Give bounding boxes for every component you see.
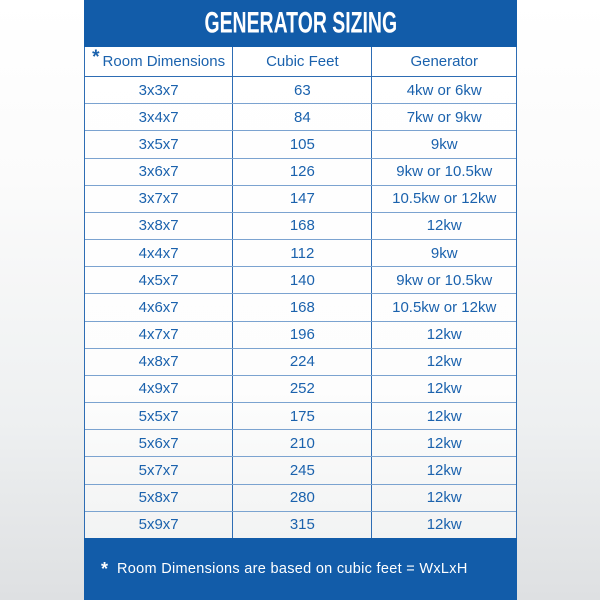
table-header-row bbox=[85, 47, 516, 77]
room-dimensions-cell: 3x8x7 bbox=[85, 213, 233, 239]
column-header-generator bbox=[372, 47, 516, 76]
room-dimensions-cell: 5x7x7 bbox=[85, 457, 233, 483]
cubic-feet-cell: 315 bbox=[233, 512, 372, 538]
cubic-feet-cell: 196 bbox=[233, 322, 372, 348]
table-row bbox=[85, 104, 516, 131]
room-dimensions-cell: 3x6x7 bbox=[85, 159, 233, 185]
footnote-band bbox=[84, 538, 517, 600]
cubic-feet-cell: 105 bbox=[233, 131, 372, 157]
cubic-feet-cell: 140 bbox=[233, 267, 372, 293]
column-header-room-dimensions bbox=[85, 47, 233, 76]
room-dimensions-cell: 5x6x7 bbox=[85, 430, 233, 456]
generator-cell: 10.5kw or 12kw bbox=[392, 190, 497, 208]
asterisk-marker: * bbox=[101, 559, 109, 579]
room-dimensions-cell: 4x9x7 bbox=[85, 376, 233, 402]
cubic-feet-cell: 168 bbox=[233, 294, 372, 320]
cubic-feet-cell: 147 bbox=[233, 186, 372, 212]
table-row bbox=[85, 485, 516, 512]
generator-cell: 12kw bbox=[426, 434, 462, 452]
column-header-label: Generator bbox=[410, 53, 478, 70]
generator-cell: 9kw or 10.5kw bbox=[396, 271, 493, 289]
generator-cell: 7kw or 9kw bbox=[406, 108, 482, 126]
generator-sizing-chart bbox=[84, 0, 517, 600]
table-row bbox=[85, 403, 516, 430]
table-row bbox=[85, 457, 516, 484]
title-band bbox=[84, 0, 517, 47]
table-row bbox=[85, 131, 516, 158]
asterisk-marker: * bbox=[92, 46, 100, 68]
cubic-feet-cell: 252 bbox=[233, 376, 372, 402]
table-row bbox=[85, 512, 516, 538]
cubic-feet-cell: 175 bbox=[233, 403, 372, 429]
room-dimensions-cell: 3x7x7 bbox=[85, 186, 233, 212]
room-dimensions-cell: 3x4x7 bbox=[85, 104, 233, 130]
table-row bbox=[85, 213, 516, 240]
generator-cell: 12kw bbox=[426, 380, 462, 398]
sizing-table bbox=[84, 47, 517, 538]
table-row bbox=[85, 159, 516, 186]
room-dimensions-cell: 3x5x7 bbox=[85, 131, 233, 157]
generator-cell: 9kw or 10.5kw bbox=[396, 163, 493, 181]
room-dimensions-cell: 3x3x7 bbox=[85, 77, 233, 103]
footnote-text: Room Dimensions are based on cubic feet = WxLxH bbox=[117, 561, 468, 577]
column-header-cubic-feet bbox=[233, 47, 372, 76]
room-dimensions-cell: 4x4x7 bbox=[85, 240, 233, 266]
cubic-feet-cell: 126 bbox=[233, 159, 372, 185]
generator-cell: 12kw bbox=[426, 407, 462, 425]
cubic-feet-cell: 280 bbox=[233, 485, 372, 511]
room-dimensions-cell: 4x5x7 bbox=[85, 267, 233, 293]
cubic-feet-cell: 224 bbox=[233, 349, 372, 375]
page-title: GENERATOR SIZING bbox=[204, 6, 397, 40]
table-row bbox=[85, 267, 516, 294]
generator-cell: 10.5kw or 12kw bbox=[392, 298, 497, 316]
generator-cell: 12kw bbox=[426, 217, 462, 235]
room-dimensions-cell: 4x8x7 bbox=[85, 349, 233, 375]
generator-cell: 4kw or 6kw bbox=[406, 81, 482, 99]
generator-cell: 12kw bbox=[426, 353, 462, 371]
cubic-feet-cell: 63 bbox=[233, 77, 372, 103]
generator-cell: 12kw bbox=[426, 516, 462, 534]
column-header-label: Room Dimensions bbox=[102, 53, 226, 70]
column-header-label: Cubic Feet bbox=[266, 53, 339, 70]
table-row bbox=[85, 294, 516, 321]
cubic-feet-cell: 84 bbox=[233, 104, 372, 130]
table-row bbox=[85, 186, 516, 213]
room-dimensions-cell: 4x6x7 bbox=[85, 294, 233, 320]
generator-cell: 12kw bbox=[426, 326, 462, 344]
table-row bbox=[85, 240, 516, 267]
generator-cell: 12kw bbox=[426, 461, 462, 479]
table-row bbox=[85, 322, 516, 349]
generator-cell: 9kw bbox=[430, 135, 458, 153]
room-dimensions-cell: 5x9x7 bbox=[85, 512, 233, 538]
cubic-feet-cell: 168 bbox=[233, 213, 372, 239]
generator-cell: 12kw bbox=[426, 489, 462, 507]
table-row bbox=[85, 349, 516, 376]
cubic-feet-cell: 210 bbox=[233, 430, 372, 456]
table-row bbox=[85, 376, 516, 403]
table-body bbox=[85, 77, 516, 538]
generator-cell: 9kw bbox=[430, 244, 458, 262]
table-row bbox=[85, 430, 516, 457]
room-dimensions-cell: 4x7x7 bbox=[85, 322, 233, 348]
cubic-feet-cell: 112 bbox=[233, 240, 372, 266]
table-row bbox=[85, 77, 516, 104]
room-dimensions-cell: 5x5x7 bbox=[85, 403, 233, 429]
cubic-feet-cell: 245 bbox=[233, 457, 372, 483]
room-dimensions-cell: 5x8x7 bbox=[85, 485, 233, 511]
